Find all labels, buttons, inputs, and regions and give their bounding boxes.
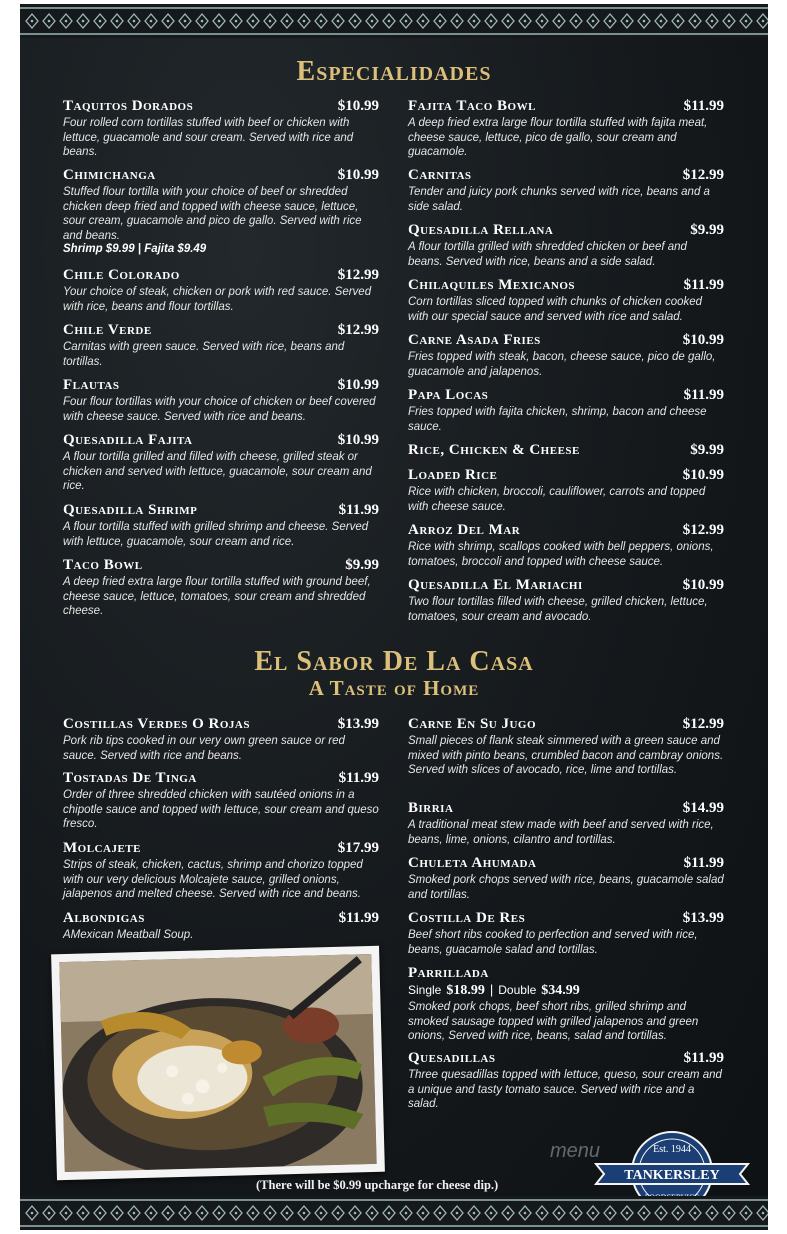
- menu-item-header: [408, 442, 724, 459]
- menu-item-price: $12.99: [337, 322, 379, 338]
- menu-item: [408, 98, 724, 160]
- menu-item: [408, 167, 724, 214]
- menu-item-name: Quesadilla Fajita: [63, 432, 193, 448]
- menu-item-name: Carnitas: [408, 167, 472, 183]
- menu-item-name: Birria: [408, 800, 454, 816]
- menu-item-header: [63, 557, 379, 574]
- menu-item-description: Strips of steak, chicken, cactus, shrimp and chorizo topped with our very delicious Molcajete sauce, grilled onions, jalapenos and melted cheese. Served with rice and beans.: [63, 859, 363, 900]
- menu-item-price: $12.99: [337, 267, 379, 283]
- menu-item-header: [408, 167, 724, 184]
- menu-item-price: $11.99: [683, 1050, 724, 1066]
- menu-item-description: A flour tortilla stuffed with grilled shrimp and cheese. Served with lettuce, guacamole, sour cream and rice.: [63, 521, 369, 548]
- menu-item-name: Carne En Su Jugo: [408, 716, 537, 732]
- menu-item: [63, 910, 379, 943]
- menu-item-description: Three quesadillas topped with lettuce, queso, sour cream and a unique and tasty tomato sauce. Served with rice and a salad.: [408, 1069, 722, 1110]
- menu-item-name: Taco Bowl: [63, 557, 143, 573]
- size-price: $18.99: [446, 983, 485, 998]
- molcajete-photo: [51, 946, 385, 1181]
- menu-item: [63, 502, 379, 549]
- size-label: Single: [408, 983, 442, 997]
- bottom-pattern-border: [20, 1196, 768, 1230]
- menu-item-name: Taquitos Dorados: [63, 98, 194, 114]
- menu-item-price: $12.99: [682, 522, 724, 538]
- menu-item-header: [408, 910, 724, 927]
- menu-item-header: [408, 577, 724, 594]
- menu-item-name: Flautas: [63, 377, 120, 393]
- menu-item-description: Small pieces of flank steak simmered with a green sauce and mixed with pinto beans, crumbled bacon and cambray onions. Served with slices of avocado, rice, lime and tortillas.: [408, 735, 724, 776]
- menu-item: [408, 387, 724, 434]
- menu-page: [20, 4, 768, 1230]
- menu-item-header: [63, 770, 379, 787]
- menu-item-header: [63, 377, 379, 394]
- menu-item-name: Costillas Verdes O Rojas: [63, 716, 250, 732]
- menu-item-name: Rice, Chicken & Cheese: [408, 442, 580, 458]
- menu-item-header: [408, 800, 724, 817]
- menupix-watermark: menu: [550, 1140, 601, 1162]
- menu-item-name: Arroz Del Mar: [408, 522, 521, 538]
- menu-item-description: Tender and juicy pork chunks served with rice, beans and a side salad.: [408, 186, 710, 213]
- top-pattern-border: [20, 4, 768, 38]
- menu-item-description: Pork rib tips cooked in our very own green sauce or red sauce. Served with rice and beans.: [63, 735, 345, 762]
- menu-item-description: Corn tortillas sliced topped with chunks of chicken cooked with our special sauce and served with rice and salad.: [408, 296, 703, 323]
- menu-item: [408, 910, 724, 957]
- menu-item-name: Costilla De Res: [408, 910, 526, 926]
- menu-item: [408, 1050, 724, 1112]
- menu-item-price: $13.99: [337, 716, 379, 732]
- menu-item-price: $10.99: [337, 432, 379, 448]
- menu-item: [408, 716, 724, 778]
- menu-item-price: $13.99: [682, 910, 724, 926]
- menu-item: [63, 322, 379, 369]
- menu-item-price: $12.99: [682, 167, 724, 183]
- menu-item-extra-prices: Shrimp $9.99 | Fajita $9.49: [63, 243, 207, 255]
- menu-item: [408, 332, 724, 379]
- menu-item-header: [408, 222, 724, 239]
- menu-item-description: Fries topped with fajita chicken, shrimp, bacon and cheese sauce.: [408, 406, 707, 433]
- menu-item-price: $10.99: [682, 332, 724, 348]
- menu-item-description: Your choice of steak, chicken or pork with red sauce. Served with rice, beans and flour tortillas.: [63, 286, 372, 313]
- menu-item: [408, 855, 724, 902]
- menu-item-header: [63, 716, 379, 733]
- menu-item: [408, 800, 724, 847]
- menu-item-description: A flour tortilla grilled with shredded chicken or beef and beans. Served with rice, beans and a side salad.: [408, 241, 687, 268]
- menu-item-description: Beef short ribs cooked to perfection and served with rice, beans, guacamole salad and tortillas.: [408, 929, 698, 956]
- menu-item: [63, 770, 379, 832]
- menu-item-description: Two flour tortillas filled with cheese, grilled chicken, lettuce, tomatoes, sour cream and avocado.: [408, 596, 708, 623]
- menu-item-description: Rice with chicken, broccoli, cauliflower, carrots and topped with cheese sauce.: [408, 486, 706, 513]
- menu-item-price: $11.99: [683, 98, 724, 114]
- menu-item-name: Albondigas: [63, 910, 145, 926]
- svg-text:TANKERSLEY: TANKERSLEY: [624, 1168, 720, 1183]
- menu-item: [63, 377, 379, 424]
- menu-item-name: Carne Asada Fries: [408, 332, 541, 348]
- menu-item-description: A flour tortilla grilled and filled with cheese, grilled steak or chicken and served with lettuce, guacamole, sour cream and rice.: [63, 451, 372, 492]
- menu-item: [63, 840, 379, 902]
- menu-item-price: $11.99: [683, 855, 724, 871]
- menu-item-header: [63, 98, 379, 115]
- menu-item-price: $11.99: [683, 277, 724, 293]
- menu-item-description: Smoked pork chops, beef short ribs, grilled shrimp and smoked sausage topped with grilled jalapenos and green onions, Served with rice, beans, salad and tortillas.: [408, 1001, 699, 1042]
- menu-item-name: Quesadilla Rellana: [408, 222, 554, 238]
- menu-item-header: [408, 467, 724, 484]
- especialidades-title: Especialidades: [296, 56, 492, 87]
- menu-item-description: A deep fried extra large flour tortilla stuffed with fajita meat, cheese sauce, lettuce, pico de gallo, sour cream and guacamole.: [408, 117, 708, 158]
- menu-item-name: Chilaquiles Mexicanos: [408, 277, 575, 293]
- menu-item-description: Fries topped with steak, bacon, cheese sauce, pico de gallo, guacamole and jalapenos.: [408, 351, 716, 378]
- menu-item-name: Chimichanga: [63, 167, 156, 183]
- menu-item-header: [63, 167, 379, 184]
- menu-item-description: Smoked pork chops served with rice, beans, guacamole salad and tortillas.: [408, 874, 724, 901]
- menu-item: [63, 557, 379, 619]
- menu-item-name: Fajita Taco Bowl: [408, 98, 536, 114]
- menu-item-name: Papa Locas: [408, 387, 489, 403]
- menu-item-header: [63, 322, 379, 339]
- menu-item: [408, 467, 724, 514]
- menu-item: [408, 277, 724, 324]
- svg-text:Est. 1944: Est. 1944: [653, 1144, 691, 1155]
- menu-item-price: $17.99: [337, 840, 379, 856]
- menu-item-header: [408, 965, 724, 982]
- menu-item-name: Quesadilla El Mariachi: [408, 577, 583, 593]
- menu-item: [63, 716, 379, 763]
- menu-item-name: Quesadilla Shrimp: [63, 502, 198, 518]
- size-label: Double: [498, 983, 537, 997]
- sabor-subtitle: A Taste of Home: [308, 676, 480, 700]
- menu-item-price: $11.99: [683, 387, 724, 403]
- menu-item-header: [63, 432, 379, 449]
- menu-item: [63, 167, 379, 255]
- menu-item-price: $10.99: [682, 577, 724, 593]
- menu-item-header: [408, 332, 724, 349]
- menu-item: [63, 267, 379, 314]
- menu-item-header: [408, 855, 724, 872]
- menu-item-price: $9.99: [345, 557, 379, 573]
- menu-item-header: [408, 716, 724, 733]
- menu-item: [408, 522, 724, 569]
- menu-item: [408, 442, 724, 459]
- menu-item-description: Four rolled corn tortillas stuffed with beef or chicken with lettuce, guacamole and sour cream. Served with rice and beans.: [63, 117, 354, 158]
- menu-item-price: $9.99: [690, 442, 724, 458]
- menu-item-description: A traditional meat stew made with beef and served with rice, beans, lime, onions, cilantro and tortillas.: [408, 819, 714, 846]
- menu-item-name: Chile Colorado: [63, 267, 180, 283]
- menu-item-price: $10.99: [337, 377, 379, 393]
- menu-item-header: [63, 840, 379, 857]
- menu-item-name: Chile Verde: [63, 322, 152, 338]
- cheese-dip-note: (There will be $0.99 upcharge for cheese dip.): [256, 1178, 499, 1192]
- menu-item-header: [408, 277, 724, 294]
- menu-item-price: $11.99: [338, 502, 379, 518]
- menu-item-description: AMexican Meatball Soup.: [63, 929, 194, 941]
- menu-item-name: Tostadas De Tinga: [63, 770, 197, 786]
- menu-item-price: $9.99: [690, 222, 724, 238]
- sabor-title: El Sabor De La Casa: [254, 646, 534, 677]
- menu-item-header: [63, 267, 379, 284]
- menu-item-price: $10.99: [337, 167, 379, 183]
- menu-item-description: Four flour tortillas with your choice of chicken or beef covered with cheese sauce. Served with rice and beans.: [63, 396, 376, 423]
- menu-item-description: Stuffed flour tortilla with your choice of beef or shredded chicken deep fried and topped with cheese sauce, lettuce, sour cream, guacamole and pico de gallo. Served with rice and beans.: [63, 186, 362, 242]
- menu-item-header: [408, 387, 724, 404]
- size-separator: |: [489, 982, 494, 997]
- menu-item-price: $11.99: [338, 910, 379, 926]
- menu-item: [63, 432, 379, 494]
- menu-item-price: $14.99: [682, 800, 724, 816]
- menu-item-header: [63, 910, 379, 927]
- menu-item: [408, 965, 724, 1044]
- menu-item: [408, 222, 724, 269]
- menu-item-name: Chuleta Ahumada: [408, 855, 537, 871]
- menu-item-price: $11.99: [338, 770, 379, 786]
- menu-item-price: $10.99: [682, 467, 724, 483]
- menu-item-price: $12.99: [682, 716, 724, 732]
- menu-item-header: [408, 98, 724, 115]
- menu-item: [408, 577, 724, 624]
- menu-item-header: [63, 502, 379, 519]
- menu-item-size-options: [408, 982, 724, 999]
- menu-item-name: Quesadillas: [408, 1050, 496, 1066]
- menu-item-header: [408, 1050, 724, 1067]
- menu-item-name: Molcajete: [63, 840, 141, 856]
- menu-item-name: Loaded Rice: [408, 467, 498, 483]
- menu-item-description: Order of three shredded chicken with sautéed onions in a chipotle sauce and topped with lettuce, sour cream and queso fresco.: [63, 789, 379, 830]
- size-price: $34.99: [541, 983, 580, 998]
- menu-item-price: $10.99: [337, 98, 379, 114]
- menu-item: [63, 98, 379, 160]
- menu-item-description: Rice with shrimp, scallops cooked with bell peppers, onions, tomatoes, broccoli and topped with cheese sauce.: [408, 541, 714, 568]
- menu-item-name: Parrillada: [408, 965, 489, 981]
- menu-item-description: Carnitas with green sauce. Served with rice, beans and tortillas.: [63, 341, 345, 368]
- menu-item-description: A deep fried extra large flour tortilla stuffed with ground beef, cheese sauce, lettuce, tomatoes, sour cream and shredded cheese.: [63, 576, 371, 617]
- menu-item-header: [408, 522, 724, 539]
